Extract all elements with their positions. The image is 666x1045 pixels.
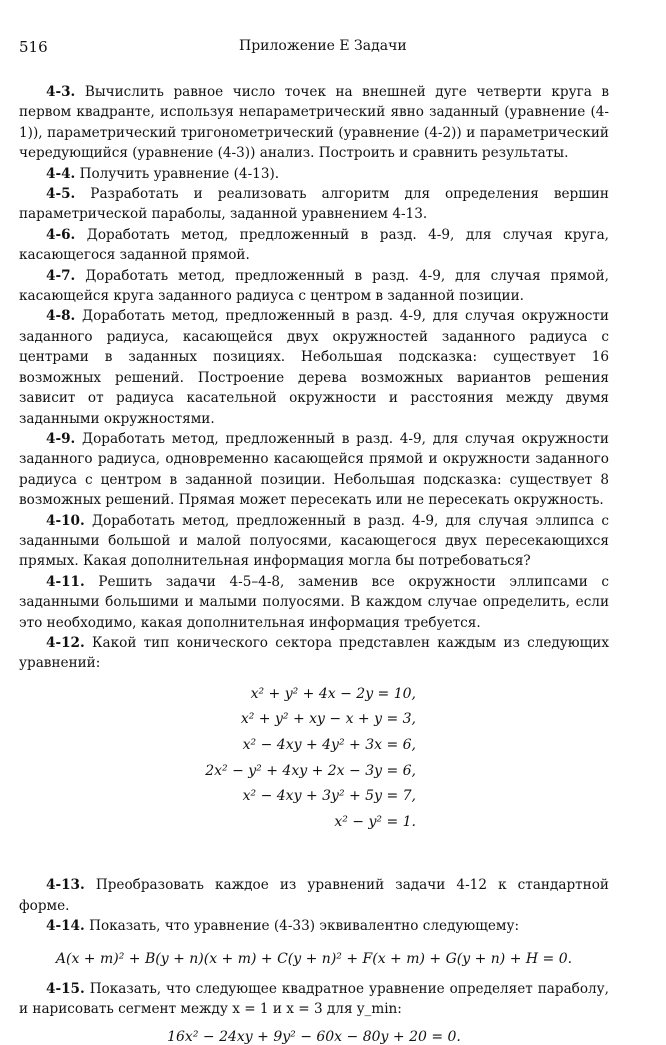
conic-equation: x² − y² = 1. (334, 813, 416, 830)
problem-4-15 (19, 979, 609, 1020)
problem-text: Доработать метод, предложенный в разд. 4-9, для случая окружности заданного радиуса, одновременно касающейся прямой и окружности заданного радиуса с центром в заданной позиции. Небольшая подсказка: существует 8 возможных решений. Прямая может пересекать или не пересекать окружность. (19, 430, 609, 509)
problem-text: Доработать метод, предложенный в разд. 4-9, для случая эллипса с заданными большой и малой полуосями, касающегося двух пересекающихся прямых. Какая дополнительная информация могла бы потребоваться? (19, 512, 610, 570)
problem-number: 4-15. (46, 980, 85, 997)
problem-text: Решить задачи 4-5–4-8, заменив все окружности эллипсами с заданными большими и малыми полуосями. В каждом случае определить, если это необходимо, какая дополнительная информация требуется. (19, 573, 609, 631)
problem-4-5 (19, 184, 609, 225)
problem-number: 4-9. (46, 430, 76, 447)
problem-4-9 (19, 429, 609, 511)
problem-number: 4-13. (46, 877, 85, 894)
problem-number: 4-11. (46, 573, 85, 590)
problem-4-13 (19, 875, 609, 916)
problem-number: 4-4. (46, 165, 76, 182)
equation-4-15: 16x² − 24xy + 9y² − 60x − 80y + 20 = 0. (167, 1029, 461, 1045)
conic-equation: x² + y² + xy − x + y = 3, (240, 711, 416, 728)
problem-4-14 (19, 916, 609, 936)
equation-4-14: A(x + m)² + B(y + n)(x + m) + C(y + n)² + F(x + m) + G(y + n) + H = 0. (55, 950, 573, 967)
problem-number: 4-12. (46, 634, 85, 651)
problem-number: 4-3. (46, 84, 76, 100)
problem-text: Доработать метод, предложенный в разд. 4-9, для случая круга, касающегося заданной прямой. (19, 226, 609, 264)
problem-4-3 (19, 82, 609, 164)
problem-4-12 (19, 633, 609, 674)
problem-text: Вычислить равное число точек на внешней дуге четверти круга в первом квадранте, используя непараметрический явно заданный (уравнение (4-1)), параметрический тригонометрический (уравнение (4-2)) и параметрический чередующийся (уравнение (4-3)) анализ. Построить и сравнить результаты. (19, 84, 609, 162)
problem-number: 4-6. (46, 226, 76, 243)
conic-equation: x² + y² + 4x − 2y = 10, (250, 685, 416, 702)
problem-number: 4-8. (46, 308, 76, 325)
page-header (19, 38, 619, 60)
problem-text: Показать, что следующее квадратное уравнение определяет параболу, и нарисовать сегмент между x = 1 и x = 3 для y_min: (19, 980, 610, 1017)
problem-4-7 (19, 266, 609, 307)
problem-4-4 (19, 164, 609, 184)
conic-equation: x² − 4xy + 4y² + 3x = 6, (242, 736, 416, 753)
running-head: Приложение Е Задачи (239, 38, 407, 54)
problem-text: Какой тип конического сектора представлен каждым из следующих уравнений: (19, 634, 609, 672)
page-body (19, 82, 609, 1045)
problem-text: Показать, что уравнение (4-33) эквивалентно следующему: (89, 918, 520, 935)
problem-4-6 (19, 225, 609, 266)
conic-equation: 2x² − y² + 4xy + 2x − 3y = 6, (205, 762, 416, 779)
problem-number: 4-7. (46, 267, 76, 284)
problem-text: Разработать и реализовать алгоритм для определения вершин параметрической параболы, заданной уравнением 4-13. (19, 186, 609, 223)
problem-number: 4-5. (46, 186, 76, 203)
problem-4-8 (19, 306, 609, 428)
problem-text: Доработать метод, предложенный в разд. 4-9, для случая прямой, касающейся круга заданного радиуса с центром в заданной позиции. (19, 267, 609, 305)
problem-number: 4-14. (46, 918, 85, 935)
problem-4-11 (19, 572, 609, 633)
problem-text: Доработать метод, предложенный в разд. 4-9, для случая окружности заданного радиуса, касающейся двух окружностей заданного радиуса с центрами в заданных позициях. Небольшая подсказка: существует 16 возможных решений. Построение дерева возможных вариантов решения зависит от радиуса касательной окружности и расстояния между двумя заданными окружностями. (19, 308, 609, 427)
page-number: 516 (19, 38, 48, 56)
problem-number: 4-10. (46, 512, 85, 529)
problem-text: Преобразовать каждое из уравнений задачи 4-12 к стандартной форме. (19, 877, 609, 914)
conic-equation: x² − 4xy + 3y² + 5y = 7, (242, 788, 416, 805)
conic-equations (19, 684, 609, 838)
problem-text: Получить уравнение (4-13). (79, 165, 280, 182)
problem-4-10 (19, 511, 609, 572)
